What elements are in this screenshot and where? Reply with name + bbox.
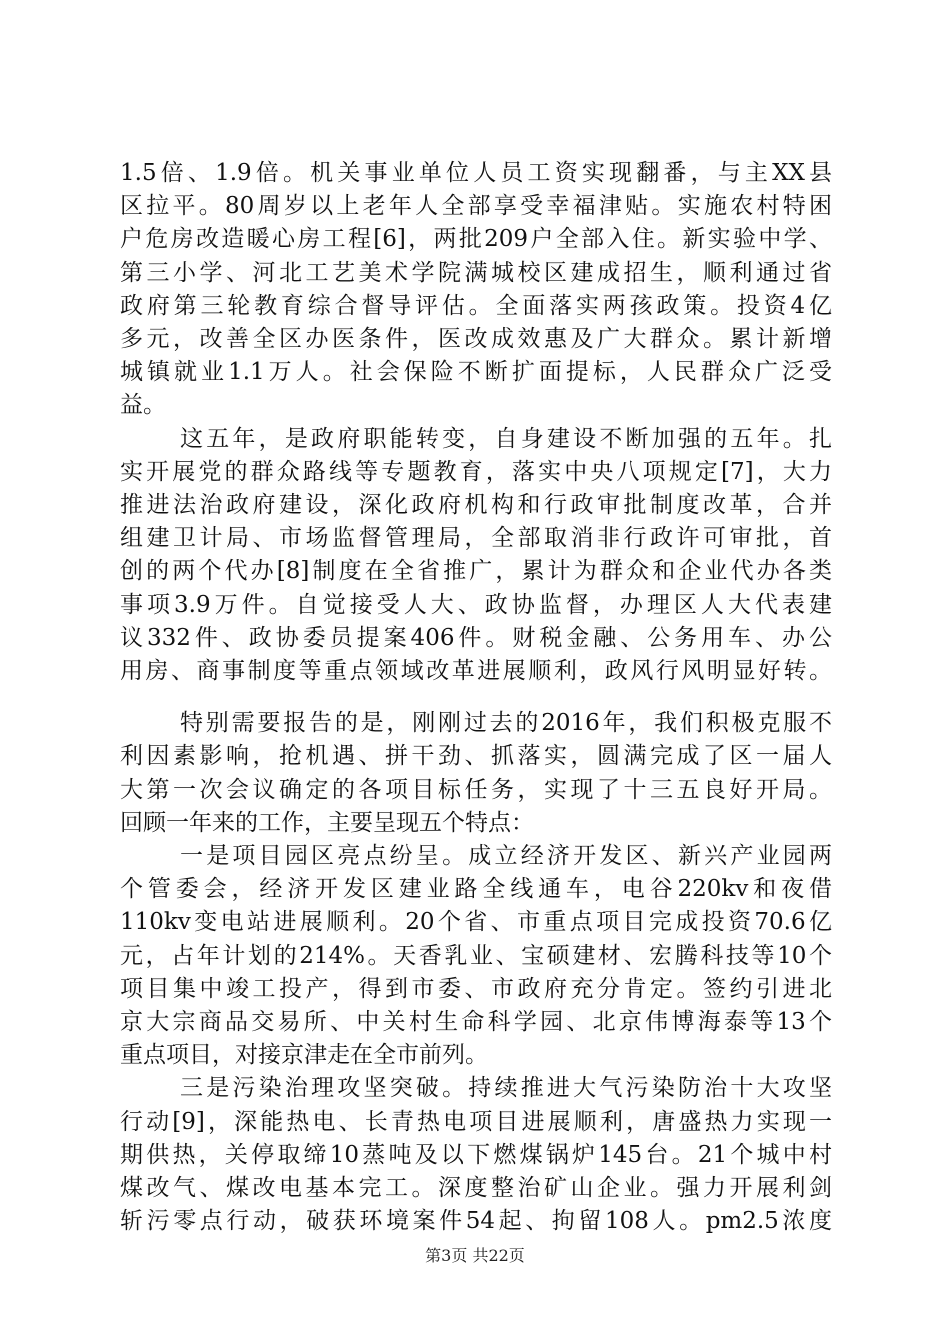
- text-line: 这五年，是政府职能转变，自身建设不断加强的五年。扎: [180, 426, 832, 452]
- text-line: 益。: [120, 392, 166, 418]
- text-line: 利因素影响，抢机遇、拼干劲、抓落实，圆满完成了区一届人: [120, 743, 832, 769]
- text-line: 个管委会，经济开发区建业路全线通车，电谷220kv和夜借: [120, 876, 832, 902]
- text-line: 多元，改善全区办医条件，医改成效惠及广大群众。累计新增: [120, 326, 832, 352]
- text-line: 政府第三轮教育综合督导评估。全面落实两孩政策。投资4亿: [120, 293, 832, 319]
- text-line: 煤改气、煤改电基本完工。深度整治矿山企业。强力开展利剑: [120, 1175, 832, 1201]
- text-line: 户危房改造暖心房工程[6]，两批209户全部入住。新实验中学、: [120, 226, 832, 252]
- text-line: 一是项目园区亮点纷呈。成立经济开发区、新兴产业园两: [180, 843, 832, 869]
- text-line: 事项3.9万件。自觉接受人大、政协监督，办理区人大代表建: [120, 592, 832, 618]
- text-line: 110kv变电站进展顺利。20个省、市重点项目完成投资70.6亿: [120, 909, 832, 935]
- page-footer: 第3页 共22页: [425, 1246, 525, 1265]
- text-line: 京大宗商品交易所、中关村生命科学园、北京伟博海泰等13个: [120, 1009, 832, 1035]
- text-line: 项目集中竣工投产，得到市委、市政府充分肯定。签约引进北: [120, 976, 832, 1002]
- text-line: 实开展党的群众路线等专题教育，落实中央八项规定[7]，大力: [120, 459, 832, 485]
- text-line: 行动[9]，深能热电、长青热电项目进展顺利，唐盛热力实现一: [120, 1109, 832, 1135]
- text-line: 议332件、政协委员提案406件。财税金融、公务用车、办公: [120, 625, 832, 651]
- text-line: 用房、商事制度等重点领域改革进展顺利，政风行风明显好转。: [120, 658, 832, 684]
- text-line: 城镇就业1.1万人。社会保险不断扩面提标，人民群众广泛受: [120, 359, 832, 385]
- text-line: 1.5倍、1.9倍。机关事业单位人员工资实现翻番，与主XX县: [120, 160, 832, 186]
- text-line: 大第一次会议确定的各项目标任务，实现了十三五良好开局。: [120, 777, 832, 803]
- text-line: 回顾一年来的工作，主要呈现五个特点：: [120, 810, 534, 836]
- text-line: 第三小学、河北工艺美术学院满城校区建成招生，顺利通过省: [120, 260, 832, 286]
- text-line: 斩污零点行动，破获环境案件54起、拘留108人。pm2.5浓度: [120, 1208, 832, 1234]
- text-line: 特别需要报告的是，刚刚过去的2016年，我们积极克服不: [180, 710, 832, 736]
- text-line: 元，占年计划的214%。天香乳业、宝硕建材、宏腾科技等10个: [120, 943, 832, 969]
- text-line: 重点项目，对接京津走在全市前列。: [120, 1042, 488, 1068]
- text-line: 三是污染治理攻坚突破。持续推进大气污染防治十大攻坚: [180, 1075, 832, 1101]
- text-line: 推进法治政府建设，深化政府机构和行政审批制度改革，合并: [120, 492, 832, 518]
- text-line: 组建卫计局、市场监督管理局，全部取消非行政许可审批，首: [120, 525, 832, 551]
- text-line: 期供热，关停取缔10蒸吨及以下燃煤锅炉145台。21个城中村: [120, 1142, 832, 1168]
- text-line: 创的两个代办[8]制度在全省推广，累计为群众和企业代办各类: [120, 558, 832, 584]
- text-line: 区拉平。80周岁以上老年人全部享受幸福津贴。实施农村特困: [120, 193, 832, 219]
